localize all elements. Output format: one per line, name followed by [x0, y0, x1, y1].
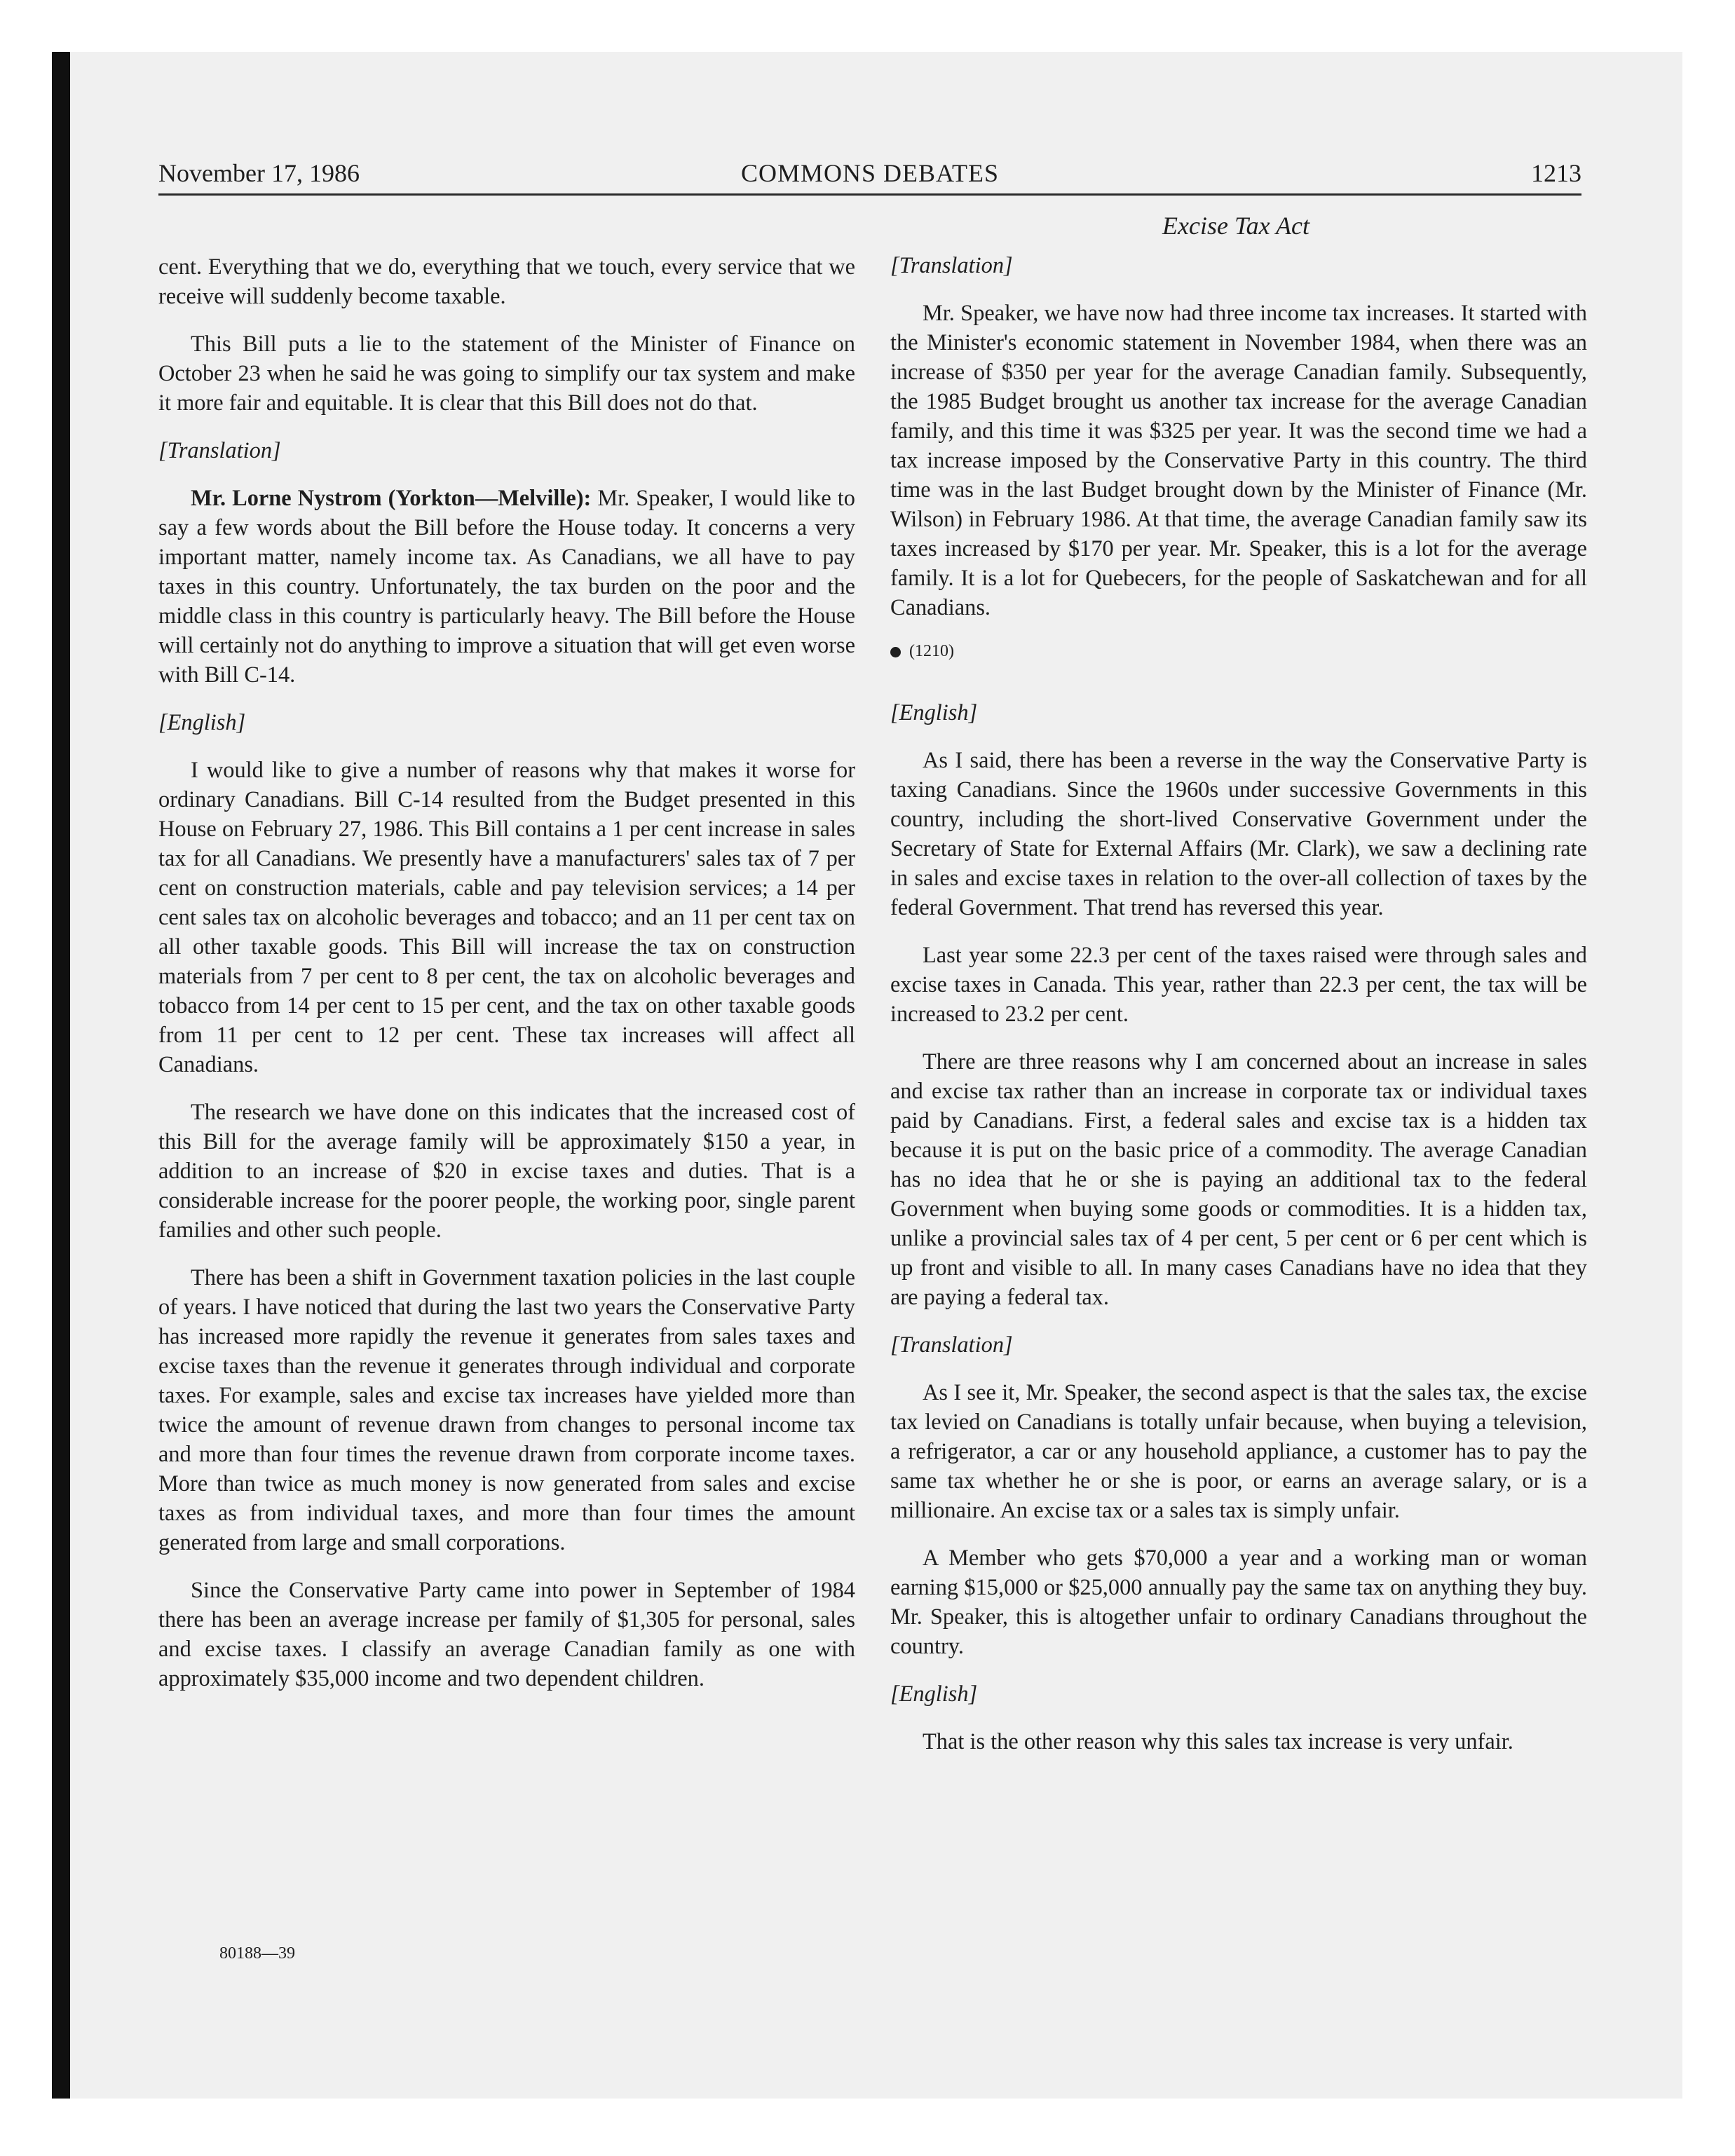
paragraph: There are three reasons why I am concerned about an increase in sales and excise tax rather than an increase in corporate tax or individual taxes paid by Canadians. First, a federal sales and excise tax is a hidden tax because it is put on the basic price of a commodity. The average Canadian has no idea that he or she is paying an additional tax to the federal Government when buying some goods or commodities. It is a hidden tax, unlike a provincial sales tax of 4 per cent, 5 per cent or 6 per cent which is up front and visible to all. In many cases Canadians have no idea that they are paying a federal tax. — [890, 1049, 1587, 1310]
paragraph: As I see it, Mr. Speaker, the second aspect is that the sales tax, the excise tax levied on Canadians is totally unfair because, when buying a television, a refrigerator, a car or any household appliance, a customer has to pay the same tax whether he or she is poor, or earns an average salary, or is a millionaire. An excise tax or a sales tax is simply unfair. — [890, 1380, 1587, 1523]
language-marker: [English] — [890, 700, 978, 725]
header-title: COMMONS DEBATES — [740, 159, 1000, 187]
right-column — [890, 251, 1587, 1775]
paragraph: As I said, there has been a reverse in the way the Conservative Party is taxing Canadians. Since the 1960s under successive Governments in this country, including the short-lived Conservative Government under the Secretary of State for External Affairs (Mr. Clark), we saw a declining rate in sales and excise taxes in relation to the over-all collection of taxes by the federal Government. That trend has reversed this year. — [890, 748, 1587, 920]
language-marker: [Translation] — [890, 1332, 1013, 1358]
printer-footnote: 80188—39 — [219, 1944, 295, 1963]
scan-edge-bar — [52, 52, 70, 2099]
header-page-number: 1213 — [1531, 159, 1581, 187]
paragraph: There has been a shift in Government taxation policies in the last couple of years. I have noticed that during the last two years the Conservative Party has increased more rapidly the revenue it generates from sales taxes and excise taxes than the revenue it generates through individual and corporate taxes. For example, sales and excise tax increases have yielded more than twice the amount of revenue drawn from changes to personal income tax and more than four times the revenue drawn from corporate income taxes. More than twice as much money is now generated from sales and excise taxes as from individual taxes, and more than four times the amount generated from large and small corporations. — [158, 1265, 855, 1555]
paragraph: This Bill puts a lie to the statement of the Minister of Finance on October 23 when he said he was going to simplify our tax system and make it more fair and equitable. It is clear that this Bill does not do that. — [158, 332, 855, 416]
running-head: Excise Tax Act — [1162, 212, 1309, 240]
paragraph: Last year some 22.3 per cent of the taxes raised were through sales and excise taxes in Canada. This year, rather than 22.3 per cent, the tax will be increased to 23.2 per cent. — [890, 943, 1587, 1027]
paragraph: The research we have done on this indicates that the increased cost of this Bill for the average family will be approximately $150 a year, in addition to an increase of $20 in excise taxes and duties. That is a considerable increase for the poorer people, the working poor, single parent families and other such people. — [158, 1100, 855, 1243]
paragraph — [158, 484, 855, 690]
paragraph: I would like to give a number of reasons why that makes it worse for ordinary Canadians. Bill C-14 resulted from the Budget presented in this House on February 27, 1986. This Bill contains a 1 per cent increase in sales tax for all Canadians. We presently have a manufacturers' sales tax of 7 per cent on construction materials, cable and pay television services; a 14 per cent sales tax on alcoholic beverages and tobacco; and an 11 per cent tax on all other taxable goods. This Bill will increase the tax on construction materials from 7 per cent to 8 per cent, the tax on alcoholic beverages and tobacco from 14 per cent to 15 per cent, and the tax on other taxable goods from 11 per cent to 12 per cent. These tax increases will affect all Canadians. — [158, 758, 855, 1077]
left-column — [158, 252, 855, 1712]
language-marker: [Translation] — [158, 438, 281, 463]
time-marker — [890, 641, 1587, 662]
language-marker: [English] — [890, 1681, 978, 1707]
page-header — [158, 158, 1581, 196]
speech-text: Mr. Speaker, I would like to say a few words about the Bill before the House today. It concerns a very important matter, namely income tax. As Canadians, we all have to pay taxes in this country. Unfortunately, the tax burden on the poor and the middle class in this country is particularly heavy. The Bill before the House will certainly not do anything to improve a situation that will get even worse with Bill C-14. — [158, 486, 855, 688]
paragraph: Mr. Speaker, we have now had three income tax increases. It started with the Minister's economic statement in November 1984, when there was an increase of $350 per year for the average Canadian family. Subsequently, the 1985 Budget brought us another tax increase for the average Canadian family, and this time it was $325 per year. It was the second time we had a tax increase imposed by the Conservative Party in this country. The third time was in the last Budget brought down by the Minister of Finance (Mr. Wilson) in February 1986. At that time, the average Canadian family saw its taxes increased by $170 per year. Mr. Speaker, this is a lot for the average family. It is a lot for Quebecers, for the people of Saskatchewan and for all Canadians. — [890, 301, 1587, 620]
speaker-name: Mr. Lorne Nystrom (Yorkton—Melville): — [191, 486, 592, 511]
paragraph: Since the Conservative Party came into power in September of 1984 there has been an average increase per family of $1,305 for personal, sales and excise taxes. I classify an average Canadian family as one with approximately $35,000 income and two dependent children. — [158, 1578, 855, 1691]
time-marker-text: (1210) — [909, 642, 954, 660]
language-marker: [Translation] — [890, 253, 1013, 278]
paragraph: cent. Everything that we do, everything that we touch, every service that we receive will suddenly become taxable. — [158, 254, 855, 309]
bullet-icon — [890, 647, 901, 657]
header-date: November 17, 1986 — [158, 159, 360, 187]
paragraph: That is the other reason why this sales tax increase is very unfair. — [923, 1729, 1513, 1754]
language-marker: [English] — [158, 710, 246, 735]
paragraph: A Member who gets $70,000 a year and a working man or woman earning $15,000 or $25,000 annually pay the same tax on anything they buy. Mr. Speaker, this is altogether unfair to ordinary Canadians throughout the country. — [890, 1546, 1587, 1659]
